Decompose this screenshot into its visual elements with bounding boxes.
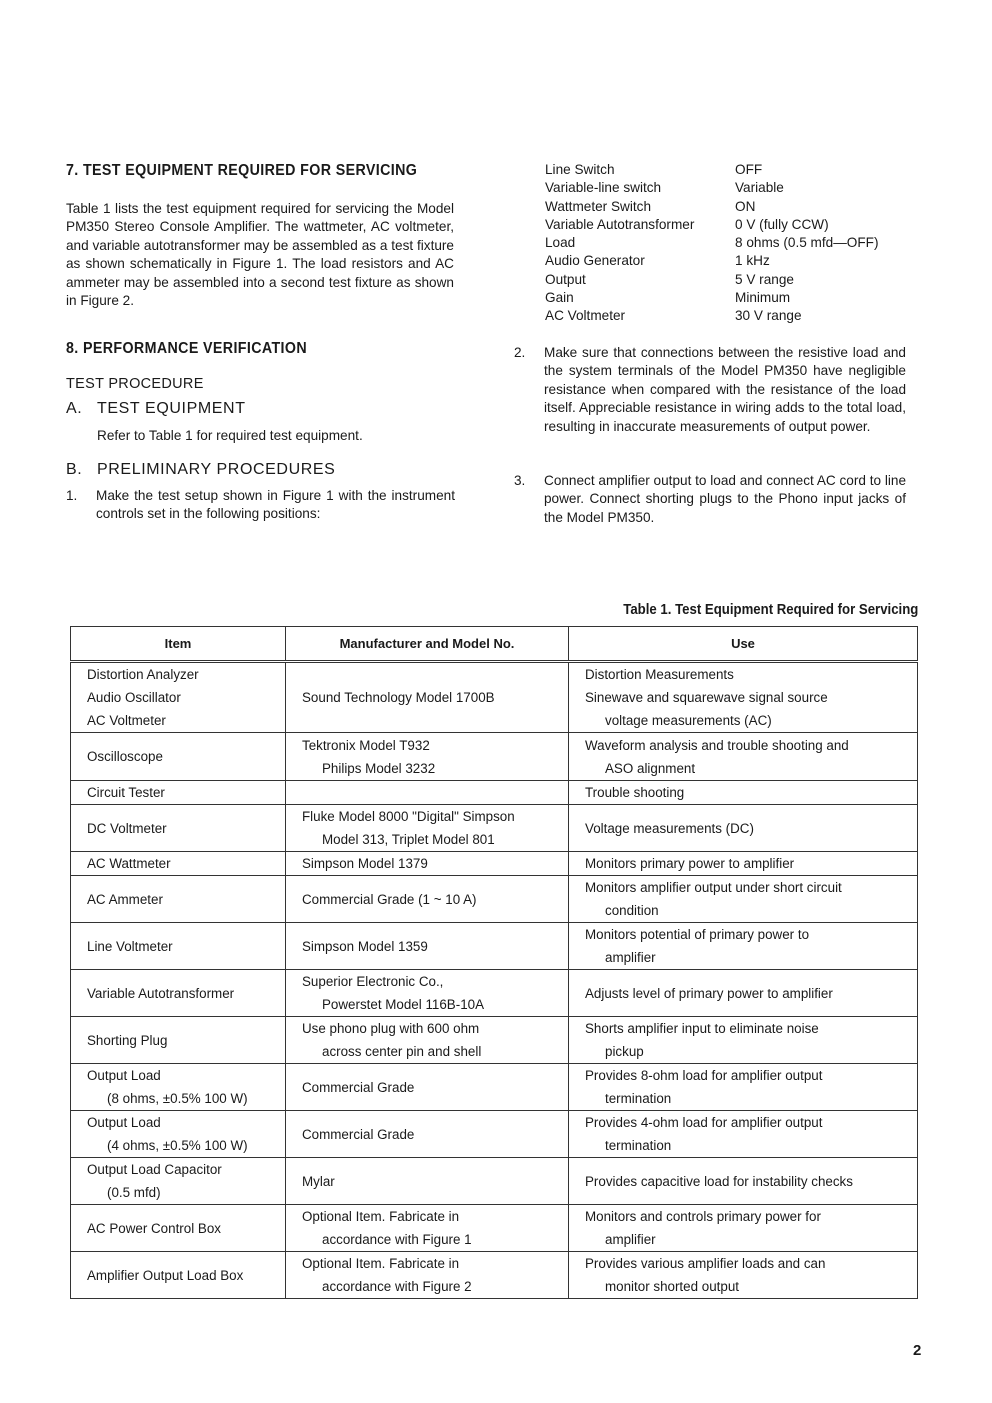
use-cell	[569, 662, 918, 733]
model-cell-line: accordance with Figure 2	[322, 1279, 472, 1294]
table-row	[71, 662, 918, 733]
use-cell	[569, 781, 918, 805]
model-cell-line: Optional Item. Fabricate in	[302, 1209, 460, 1224]
item-cell-line: Shorting Plug	[87, 1032, 168, 1048]
item-cell	[71, 970, 286, 1017]
model-cell	[286, 1252, 569, 1299]
table-row	[71, 970, 918, 1017]
use-cell-line: amplifier	[605, 1232, 656, 1247]
use-cell-line: Sinewave and squarewave signal source	[585, 690, 828, 705]
step-text: Connect amplifier output to load and connect AC cord to line power. Connect shorting plugs to the Phono input jacks of the Model PM350.	[544, 473, 906, 525]
model-cell	[286, 852, 569, 876]
item-cell-line: AC Ammeter	[87, 891, 163, 907]
subsection-b-label: B.	[66, 461, 83, 478]
use-cell	[569, 1111, 918, 1158]
setting-value: 0 V (fully CCW)	[735, 216, 829, 232]
model-cell	[286, 781, 569, 805]
setting-control: Output	[545, 271, 586, 287]
setting-control: Variable Autotransformer	[545, 216, 695, 232]
use-cell	[569, 1158, 918, 1205]
model-cell-line: Optional Item. Fabricate in	[302, 1256, 460, 1271]
item-cell-line: Output Load	[87, 1115, 161, 1130]
setting-row	[545, 234, 925, 252]
subsection-a-title: TEST EQUIPMENT	[97, 400, 246, 417]
item-cell-line: (4 ohms, ±0.5% 100 W)	[107, 1138, 248, 1153]
use-cell-line: Monitors primary power to amplifier	[585, 856, 795, 871]
setting-value: Minimum	[735, 290, 791, 306]
model-cell-line: across center pin and shell	[322, 1044, 482, 1059]
setting-control: Gain	[545, 290, 574, 306]
setting-row	[545, 198, 925, 216]
test-procedure-subheading: TEST PROCEDURE	[66, 376, 204, 392]
use-cell-line: pickup	[605, 1044, 644, 1059]
model-cell-line: Simpson Model 1379	[302, 856, 428, 871]
item-cell	[71, 1252, 286, 1299]
use-cell	[569, 970, 918, 1017]
model-cell-line: Fluke Model 8000 "Digital" Simpson	[302, 809, 515, 824]
use-cell-line: Monitors amplifier output under short circuit	[585, 880, 842, 895]
item-cell-line: AC Voltmeter	[87, 713, 166, 728]
use-cell-line: Distortion Measurements	[585, 667, 734, 682]
use-cell-line: ASO alignment	[605, 760, 696, 776]
use-cell-line: termination	[605, 1091, 672, 1106]
use-cell-line: termination	[605, 1138, 672, 1153]
model-cell	[286, 970, 569, 1017]
model-cell	[286, 1064, 569, 1111]
model-cell-line: Commercial Grade (1 ~ 10 A)	[302, 891, 477, 907]
step-number: 1.	[66, 488, 78, 503]
table-row	[71, 923, 918, 970]
setting-value: 5 V range	[735, 271, 794, 287]
use-cell-line: Shorts amplifier input to eliminate noise	[585, 1021, 819, 1036]
setting-row	[545, 161, 925, 179]
item-cell-line: Audio Oscillator	[87, 690, 181, 705]
item-cell	[71, 1205, 286, 1252]
step-1	[66, 487, 455, 524]
setting-control: Audio Generator	[545, 253, 645, 269]
use-cell-line: amplifier	[605, 950, 656, 965]
use-cell-line: Monitors potential of primary power to	[585, 927, 810, 942]
use-cell	[569, 923, 918, 970]
test-equipment-table	[70, 626, 918, 1299]
item-cell	[71, 805, 286, 852]
item-cell	[71, 1158, 286, 1205]
table-row	[71, 876, 918, 923]
use-cell-line: Voltage measurements (DC)	[585, 820, 754, 836]
table-row	[71, 852, 918, 876]
table-row	[71, 733, 918, 781]
setting-value: 8 ohms (0.5 mfd—OFF)	[735, 235, 879, 251]
subsection-a-text: Refer to Table 1 for required test equipment.	[97, 428, 363, 443]
step-2	[514, 344, 906, 436]
setting-control: Line Switch	[545, 162, 615, 177]
item-cell-line: Oscilloscope	[87, 749, 163, 764]
item-cell	[71, 733, 286, 781]
model-cell	[286, 1111, 569, 1158]
item-cell	[71, 1111, 286, 1158]
instrument-settings-list	[545, 161, 925, 326]
header-manufacturer: Manufacturer and Model No.	[286, 627, 569, 662]
model-cell	[286, 1158, 569, 1205]
model-cell	[286, 923, 569, 970]
table-row	[71, 1205, 918, 1252]
table-row	[71, 1158, 918, 1205]
item-cell-line: Circuit Tester	[87, 785, 165, 800]
item-cell	[71, 1064, 286, 1111]
step-number: 3.	[514, 473, 526, 488]
use-cell-line: voltage measurements (AC)	[605, 713, 772, 728]
model-cell-line: Mylar	[302, 1173, 335, 1189]
item-cell-line: Line Voltmeter	[87, 938, 173, 954]
item-cell-line: Amplifier Output Load Box	[87, 1267, 244, 1283]
item-cell	[71, 662, 286, 733]
section-7-heading: 7. TEST EQUIPMENT REQUIRED FOR SERVICING	[66, 162, 418, 179]
use-cell	[569, 1064, 918, 1111]
table-caption: Table 1. Test Equipment Required for Servicing	[622, 601, 918, 618]
table-row	[71, 1017, 918, 1064]
model-cell-line: Model 313, Triplet Model 801	[322, 832, 495, 847]
header-use: Use	[569, 627, 918, 662]
model-cell	[286, 1205, 569, 1252]
setting-row	[545, 289, 925, 307]
section-8-heading: 8. PERFORMANCE VERIFICATION	[66, 340, 308, 357]
table-header-row	[71, 627, 918, 662]
header-item: Item	[71, 627, 286, 662]
table-row	[71, 1064, 918, 1111]
item-cell-line: Variable Autotransformer	[87, 985, 235, 1001]
model-cell	[286, 805, 569, 852]
item-cell	[71, 923, 286, 970]
use-cell-line: Waveform analysis and trouble shooting and	[585, 737, 849, 753]
setting-row	[545, 179, 925, 197]
setting-row	[545, 252, 925, 270]
item-cell-line: AC Wattmeter	[87, 856, 171, 871]
item-cell-line: AC Power Control Box	[87, 1220, 221, 1236]
use-cell-line: condition	[605, 903, 659, 918]
setting-row	[545, 271, 925, 289]
model-cell-line: Simpson Model 1359	[302, 938, 428, 954]
item-cell	[71, 852, 286, 876]
use-cell-line: Trouble shooting	[585, 785, 685, 800]
use-cell	[569, 1017, 918, 1064]
setting-control: Load	[545, 235, 576, 251]
item-cell-line: (0.5 mfd)	[107, 1185, 161, 1200]
setting-row	[545, 307, 925, 325]
use-cell-line: Provides 4-ohm load for amplifier output	[585, 1115, 823, 1130]
model-cell	[286, 876, 569, 923]
subsection-b-title: PRELIMINARY PROCEDURES	[97, 461, 336, 478]
setting-value: ON	[735, 198, 756, 214]
setting-value: 30 V range	[735, 308, 802, 324]
setting-value: Variable	[735, 180, 784, 196]
use-cell-line: Provides capacitive load for instability checks	[585, 1173, 853, 1189]
model-cell-line: Use phono plug with 600 ohm	[302, 1021, 480, 1036]
table-row	[71, 1252, 918, 1299]
step-text: Make sure that connections between the resistive load and the system terminals of the Model PM350 have negligible resistance when compared with the resistance of the load itself. Appreciable resistance in wiring adds to the total load, resulting in inaccurate measurements of output power.	[544, 345, 906, 434]
model-cell	[286, 733, 569, 781]
use-cell	[569, 805, 918, 852]
model-cell-line: accordance with Figure 1	[322, 1232, 472, 1247]
subsection-a-label: A.	[66, 400, 83, 417]
table-row	[71, 781, 918, 805]
use-cell	[569, 852, 918, 876]
item-cell	[71, 781, 286, 805]
use-cell-line: monitor shorted output	[605, 1279, 739, 1294]
table-row	[71, 1111, 918, 1158]
page-number: 2	[913, 1342, 922, 1359]
model-cell	[286, 662, 569, 733]
use-cell-line: Monitors and controls primary power for	[585, 1209, 821, 1224]
setting-control: Variable-line switch	[545, 180, 662, 196]
use-cell-line: Provides 8-ohm load for amplifier output	[585, 1068, 823, 1083]
item-cell-line: DC Voltmeter	[87, 820, 167, 836]
table-row	[71, 805, 918, 852]
model-cell	[286, 1017, 569, 1064]
use-cell-line: Provides various amplifier loads and can	[585, 1256, 826, 1271]
setting-control: AC Voltmeter	[545, 308, 626, 324]
step-3	[514, 472, 906, 527]
use-cell-line: Adjusts level of primary power to amplifier	[585, 985, 833, 1001]
item-cell-line: Distortion Analyzer	[87, 667, 199, 682]
model-cell-line: Sound Technology Model 1700B	[302, 690, 495, 705]
item-cell	[71, 1017, 286, 1064]
step-number: 2.	[514, 345, 526, 360]
use-cell	[569, 876, 918, 923]
model-cell-line: Commercial Grade	[302, 1126, 415, 1142]
item-cell-line: Output Load	[87, 1068, 161, 1083]
model-cell-line: Powerstet Model 116B-10A	[322, 997, 485, 1012]
model-cell-line: Commercial Grade	[302, 1079, 415, 1095]
use-cell	[569, 1205, 918, 1252]
section-7-paragraph: Table 1 lists the test equipment required for servicing the Model PM350 Stereo Console Amplifier. The wattmeter, AC voltmeter, and variable autotransformer may be assembled as a test fixture as shown schematically in Figure 1. The load resistors and AC ammeter may be assembled into a second test fixture as shown in Figure 2.	[66, 201, 454, 309]
item-cell-line: Output Load Capacitor	[87, 1162, 222, 1177]
setting-row	[545, 216, 925, 234]
model-cell-line: Superior Electronic Co.,	[302, 974, 444, 989]
model-cell-line: Tektronix Model T932	[302, 737, 430, 753]
item-cell-line: (8 ohms, ±0.5% 100 W)	[107, 1091, 248, 1106]
setting-control: Wattmeter Switch	[545, 198, 652, 214]
model-cell-line: Philips Model 3232	[322, 760, 436, 776]
use-cell	[569, 1252, 918, 1299]
setting-value: OFF	[735, 162, 763, 177]
setting-value: 1 kHz	[735, 253, 770, 269]
step-text: Make the test setup shown in Figure 1 with the instrument controls set in the following positions:	[96, 488, 455, 522]
item-cell	[71, 876, 286, 923]
use-cell	[569, 733, 918, 781]
